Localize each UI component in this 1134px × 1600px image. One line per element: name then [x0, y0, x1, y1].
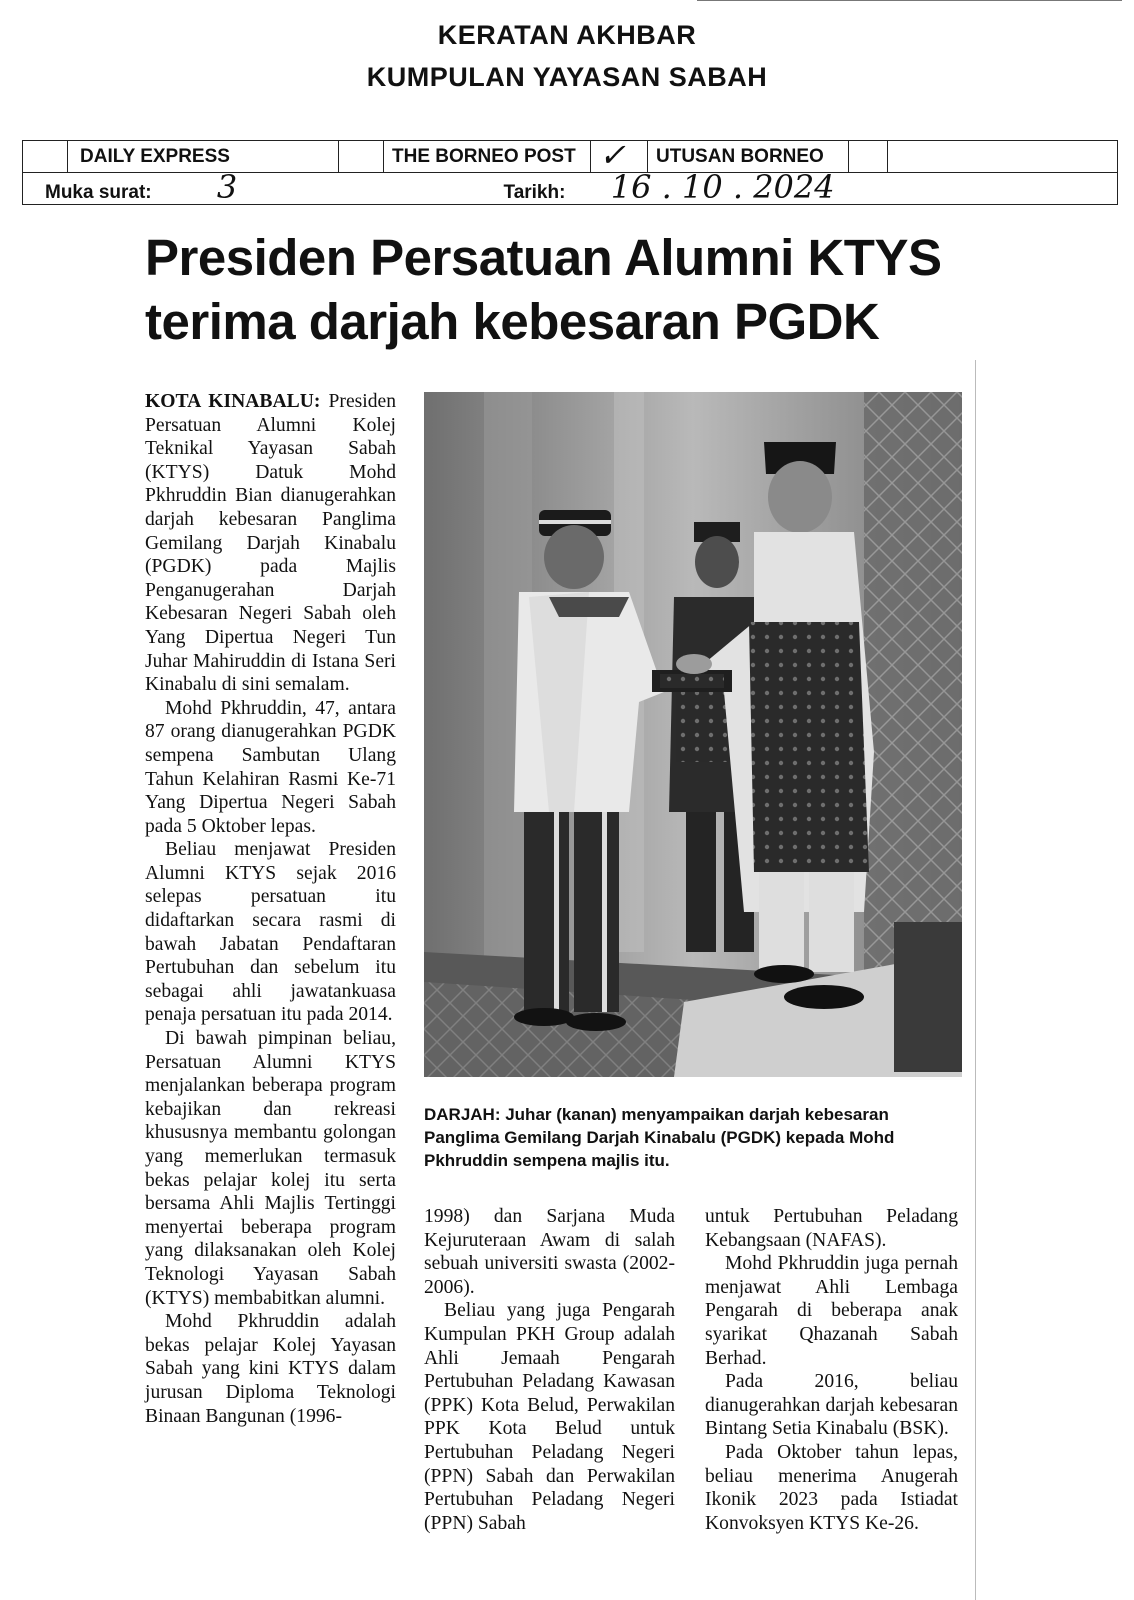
headline-line-1: Presiden Persatuan Alumni KTYS — [145, 229, 942, 286]
article-column-2 — [424, 1205, 675, 1535]
utusan-borneo-check-cell — [849, 141, 888, 173]
borneo-post-cell: THE BORNEO POST — [384, 141, 591, 173]
daily-express-check-cell — [339, 141, 384, 173]
article-column-3 — [705, 1205, 958, 1535]
tarikh-value: 16 . 10 . 2024 — [610, 168, 835, 206]
article-column-1 — [145, 390, 396, 1428]
clipping-subtitle: KUMPULAN YAYASAN SABAH — [366, 62, 768, 92]
photo-caption: DARJAH: Juhar (kanan) menyampaikan darjah kebesaran Panglima Gemilang Darjah Kinabalu (PGDK) kepada Mohd Pkhruddin sempena majlis itu. — [424, 1105, 895, 1170]
muka-surat-label: Muka surat: — [45, 182, 152, 203]
paragraph-7: Beliau yang juga Pengarah Kumpulan PKH Group adalah Ahli Jemaah Pengarah Pertubuhan Peladang Kawasan (PPK) Kota Belud, Perwakilan PPK Kota Belud untuk Pertubuhan Peladang Negeri (PPN) Sabah dan Perwakilan Pertubuhan Peladang Negeri (PPN) Sabah — [424, 1300, 675, 1534]
paragraph-8: untuk Pertubuhan Peladang Kebangsaan (NAFAS). — [705, 1206, 958, 1251]
paragraph-3: Beliau menjawat Presiden Alumni KTYS sejak 2016 selepas persatuan itu didaftarkan secara rasmi di bawah Jabatan Pendaftaran Pertubuhan dan sebelum itu sebagai ahli jawatankuasa penaja persatuan itu pada 2014. — [145, 839, 396, 1026]
headline-line-2: terima darjah kebesaran PGDK — [145, 293, 880, 350]
clipping-title: KERATAN AKHBAR — [437, 20, 697, 50]
paragraph-11: Pada Oktober tahun lepas, beliau menerima Anugerah Ikonik 2023 pada Istiadat Konvoksyen KTYS Ke-26. — [705, 1441, 958, 1534]
paragraph-4: Di bawah pimpinan beliau, Persatuan Alumni KTYS menjalankan beberapa program kebajikan dan rekreasi khususnya membantu golongan yang memerlukan termasuk bekas pelajar kolej itu serta bersama Ahli Majlis Tertinggi menyertai beberapa program yang dilaksanakan oleh Kolej Teknologi Yayasan Sabah (KTYS) membabitkan alumni. — [145, 1028, 396, 1309]
publication-row — [23, 141, 1118, 173]
paragraph-9: Mohd Pkhruddin juga pernah menjawat Ahli Lembaga Pengarah di beberapa anak syarikat Qhazanah Sabah Berhad. — [705, 1253, 958, 1369]
blank-cell-end — [888, 141, 1118, 173]
paragraph-1-text: Presiden Persatuan Alumni Kolej Teknikal Yayasan Sabah (KTYS) Datuk Mohd Pkhruddin Bian dianugerahkan darjah kebesaran Panglima Gemilang Darjah Kinabalu (PGDK) pada Majlis Penganugerahan Darjah Kebesaran Negeri Sabah oleh Yang Dipertua Negeri Tun Juhar Mahiruddin di Istana Seri Kinabalu di sini semalam. — [145, 391, 396, 696]
muka-surat-value: 3 — [216, 168, 238, 206]
photo-illustration — [424, 392, 962, 1077]
publication-table — [22, 136, 1118, 206]
paragraph-10: Pada 2016, beliau dianugerahkan darjah kebesaran Bintang Setia Kinabalu (BSK). — [705, 1371, 958, 1440]
paragraph-2: Mohd Pkhruddin, 47, antara 87 orang dianugerahkan PGDK sempena Sambutan Ulang Tahun Kelahiran Rasmi Ke-71 Yang Dipertua Negeri Sabah pada 5 Oktober lepas. — [145, 697, 396, 837]
date-cell — [384, 168, 1118, 206]
dateline: KOTA KINABALU: — [145, 391, 321, 412]
check-mark: ✓ — [599, 136, 626, 174]
tarikh-label: Tarikh: — [503, 182, 566, 203]
page-date-row — [23, 173, 1118, 205]
headline — [145, 226, 975, 354]
blank-cell — [23, 141, 68, 173]
top-rule — [697, 0, 1122, 1]
news-photo — [424, 392, 962, 1077]
paragraph-5: Mohd Pkhruddin adalah bekas pelajar Kolej Yayasan Sabah yang kini KTYS dalam jurusan Diploma Teknologi Binaan Bangunan (1996- — [145, 1311, 396, 1427]
paragraph-6: 1998) dan Sarjana Muda Kejuruteraan Awam di salah sebuah universiti swasta (2002-2006). — [424, 1206, 675, 1298]
utusan-borneo-cell: UTUSAN BORNEO — [648, 141, 849, 173]
column-edge-rule — [975, 360, 976, 1600]
page-number-cell — [23, 168, 384, 206]
paragraph-1 — [145, 390, 396, 697]
daily-express-cell: DAILY EXPRESS — [68, 141, 339, 173]
